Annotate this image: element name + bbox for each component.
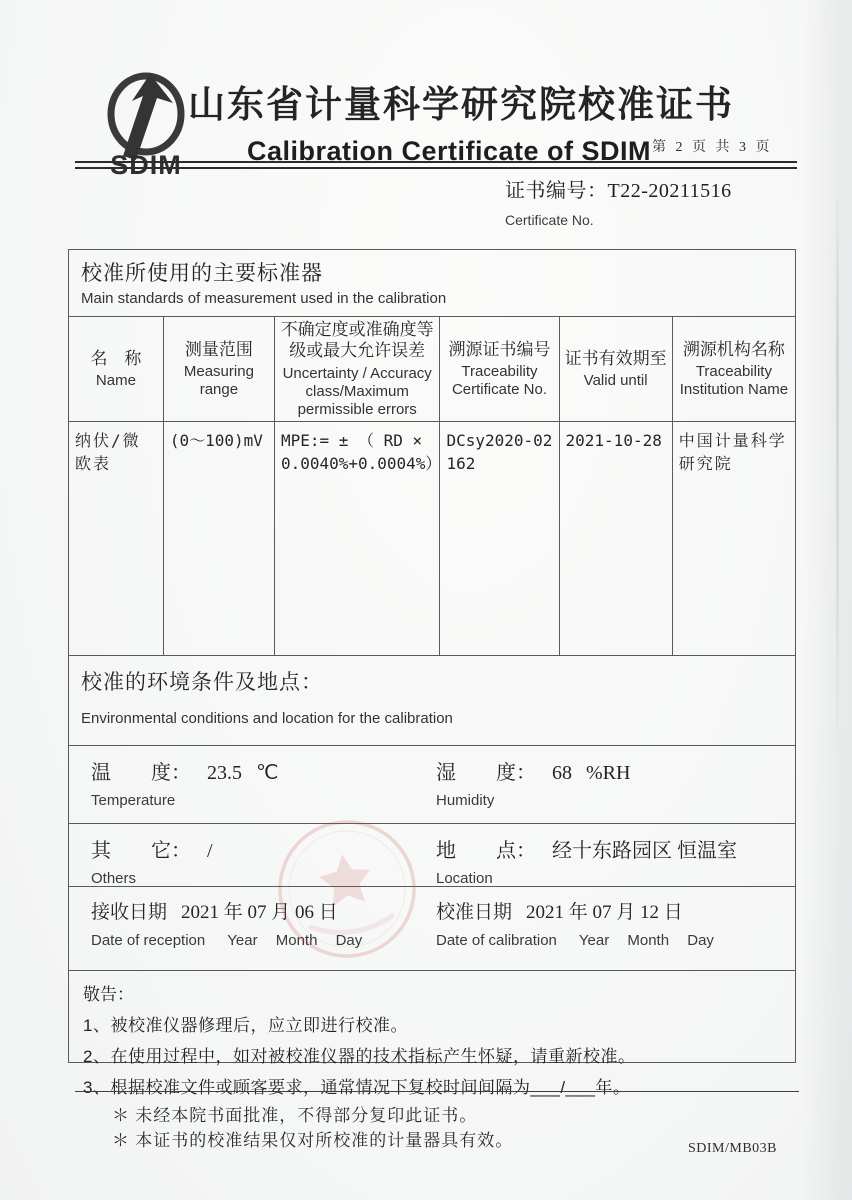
col-header-uncertainty: 不确定度或准确度等级或最大允许误差 Uncertainty / Accuracy class/Maximum permissible errors	[274, 317, 440, 422]
certificate-number: 证书编号：T22-20211516	[505, 180, 732, 202]
standards-header-row	[69, 317, 795, 422]
location-label: 地 点：	[436, 839, 536, 862]
humidity-label: 湿 度：	[436, 761, 536, 784]
form-code: SDIM/MB03B	[688, 1141, 778, 1156]
notice-title: 敬告：	[83, 984, 134, 1004]
col-header-valid-until: 证书有效期至 Valid until	[559, 317, 672, 422]
reception-date-label-en: Date of reception	[91, 931, 206, 949]
others-value: /	[207, 839, 213, 862]
temperature-field	[69, 746, 414, 823]
calibration-date-field	[414, 887, 795, 970]
title-en: Calibration Certificate of SDIM	[246, 136, 652, 166]
reception-date-label: 接收日期	[91, 901, 168, 923]
footnotes	[112, 1104, 513, 1153]
others-label: 其 它：	[91, 839, 191, 862]
location-field	[414, 824, 795, 886]
others-location-row	[69, 824, 795, 887]
page-number: 第 2 页 共 3 页	[652, 140, 773, 155]
temperature-label-en: Temperature	[91, 791, 176, 809]
cell-trace-no: DCsy2020-02162	[440, 421, 559, 655]
footnote-1: ＊ 未经本院书面批准，不得部分复印此证书。	[112, 1106, 478, 1125]
standards-table	[69, 316, 795, 656]
calibration-date-label-en: Date of calibration	[436, 931, 557, 949]
environment-section-title	[69, 656, 795, 746]
col-header-trace-no: 溯源证书编号 Traceability Certificate No.	[440, 317, 559, 422]
temp-humidity-row	[69, 746, 795, 824]
location-label-en: Location	[436, 869, 493, 887]
footer-divider	[75, 1091, 799, 1092]
temperature-value: 23.5	[207, 761, 242, 784]
calibration-date-value: 2021 年 07 月 12 日	[526, 901, 683, 923]
others-label-en: Others	[91, 869, 137, 887]
notice-item-1: 1、被校准仪器修理后，应立即进行校准。	[83, 1015, 408, 1035]
humidity-unit: %RH	[586, 761, 631, 784]
environment-title-en: Environmental conditions and location for the calibration	[81, 709, 453, 727]
humidity-field	[414, 746, 795, 823]
title-cn: 山东省计量科学研究院校准证书	[188, 85, 734, 126]
cell-mpe: MPE:= ± （ RD × 0.0040%+0.0004%）	[274, 421, 440, 655]
col-header-range: 测量范围 Measuring range	[163, 317, 274, 422]
reception-date-field	[69, 887, 414, 970]
table-row	[69, 421, 795, 655]
cell-institution: 中国计量科学研究院	[672, 421, 795, 655]
humidity-label-en: Humidity	[436, 791, 495, 809]
location-value: 经十东路园区 恒温室	[552, 839, 737, 862]
environment-title-cn: 校准的环境条件及地点：	[81, 670, 323, 694]
standards-section-title	[69, 250, 795, 316]
logo-text: SDIM	[110, 150, 182, 178]
cell-standard-name: 纳伏/微欧表	[69, 421, 163, 655]
cell-valid-until: 2021-10-28	[559, 421, 672, 655]
standards-title-en: Main standards of measurement used in the calibration	[81, 290, 447, 307]
paper-crease	[836, 175, 839, 765]
footnote-2: ＊ 本证书的校准结果仅对所校准的计量器具有效。	[112, 1130, 514, 1150]
notice-section	[69, 971, 795, 1098]
others-field	[69, 824, 414, 886]
dates-row	[69, 887, 795, 971]
cell-measuring-range: (0～100)mV	[163, 421, 274, 655]
notice-item-2: 2、在使用过程中，如对被校准仪器的技术指标产生怀疑，请重新校准。	[83, 1046, 636, 1066]
temperature-label: 温 度：	[91, 761, 191, 784]
standards-title-cn: 校准所使用的主要标准器	[81, 262, 323, 285]
certificate-number-en: Certificate No.	[505, 212, 594, 228]
calibration-date-label: 校准日期	[436, 901, 513, 923]
certificate-body	[68, 249, 796, 1097]
notice-item-3: 3、根据校准文件或顾客要求，通常情况下复校时间间隔为___/___年。	[83, 1077, 631, 1097]
calibration-date-units-en: Year Month Day	[578, 931, 714, 949]
col-header-name: 名 称 Name	[69, 317, 163, 422]
header-divider	[75, 161, 797, 169]
reception-date-value: 2021 年 07 月 06 日	[181, 901, 338, 923]
temperature-unit: ℃	[256, 761, 279, 784]
humidity-value: 68	[552, 761, 572, 784]
col-header-institution: 溯源机构名称 Traceability Institution Name	[672, 317, 795, 422]
reception-date-units-en: Year Month Day	[227, 931, 363, 949]
